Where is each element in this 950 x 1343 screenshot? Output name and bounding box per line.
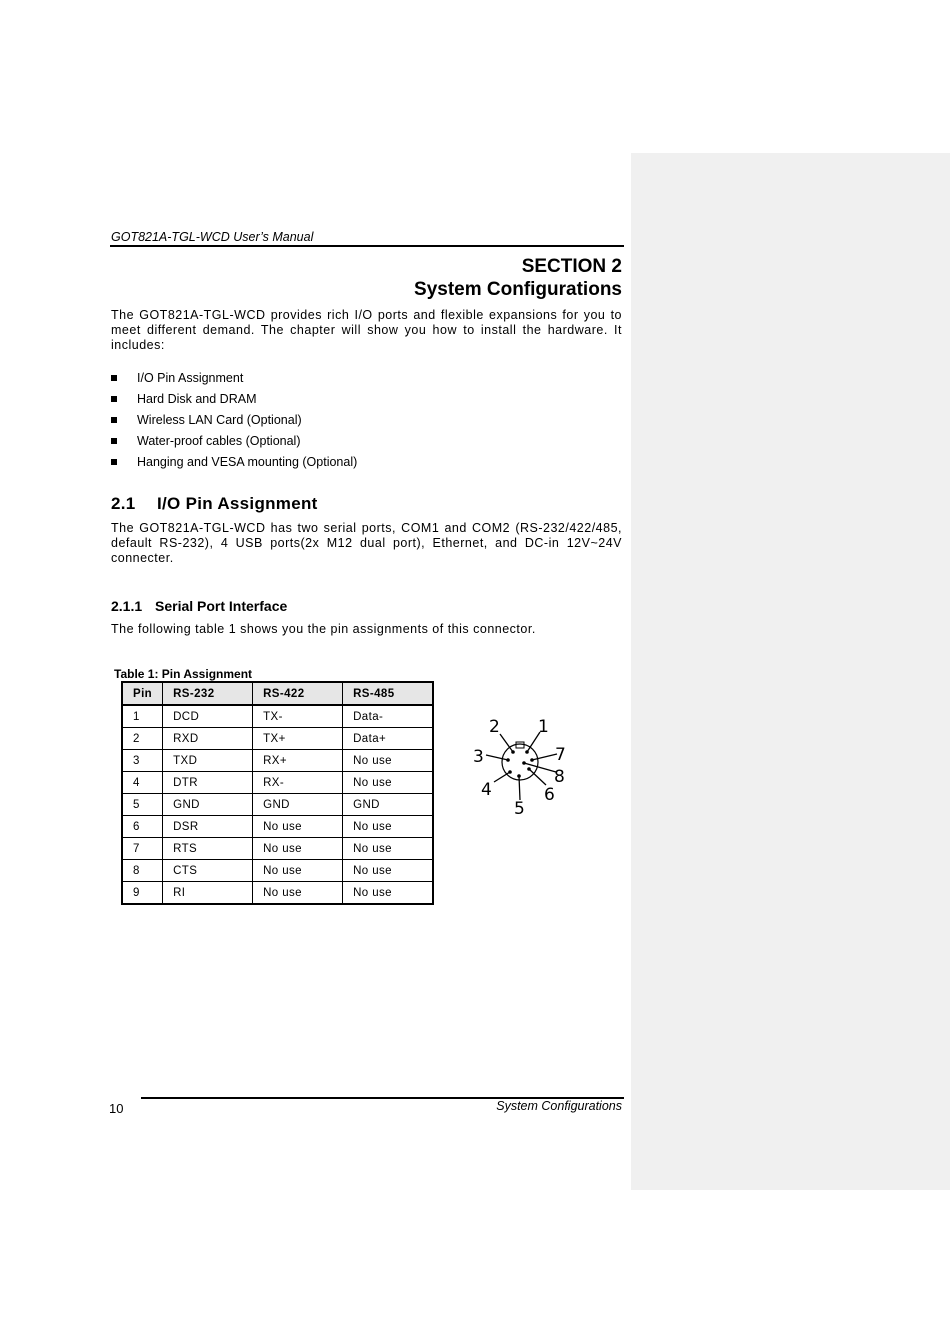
table-cell: 3 — [122, 750, 163, 772]
list-item-text: Hard Disk and DRAM — [137, 391, 257, 406]
heading-2-1-1 — [111, 598, 287, 614]
table-cell: Data- — [343, 705, 433, 728]
list-item-text: Hanging and VESA mounting (Optional) — [137, 454, 358, 469]
pin-label: 5 — [514, 799, 525, 816]
table-cell: 4 — [122, 772, 163, 794]
table-cell: DTR — [163, 772, 253, 794]
table-cell: DSR — [163, 816, 253, 838]
section-number: SECTION 2 — [521, 256, 622, 277]
footer-title: System Configurations — [496, 1099, 622, 1113]
table-row — [122, 794, 433, 816]
table-cell: No use — [253, 882, 343, 905]
table-row — [122, 705, 433, 728]
table-cell: RX- — [253, 772, 343, 794]
paragraph-2-1-1: The following table 1 shows you the pin assignments of this connector. — [111, 622, 536, 636]
list-item — [111, 409, 357, 430]
table-row — [122, 838, 433, 860]
feature-list — [111, 367, 357, 472]
table-cell: TX+ — [253, 728, 343, 750]
heading-2-1 — [111, 494, 318, 514]
comment-margin — [631, 153, 950, 1190]
header-rule — [110, 245, 624, 247]
pin-assignment-table — [121, 681, 434, 905]
table-cell: 8 — [122, 860, 163, 882]
table-cell: 9 — [122, 882, 163, 905]
column-header: RS-232 — [163, 682, 253, 705]
table-cell: GND — [343, 794, 433, 816]
table-cell: 2 — [122, 728, 163, 750]
running-header: GOT821A-TGL-WCD User’s Manual — [111, 230, 314, 244]
table-row — [122, 882, 433, 905]
bullet-icon — [111, 375, 117, 381]
pin-label: 8 — [554, 767, 565, 787]
table-cell: CTS — [163, 860, 253, 882]
column-header: Pin — [122, 682, 163, 705]
table-cell: RI — [163, 882, 253, 905]
table-cell: No use — [253, 816, 343, 838]
table-cell: TXD — [163, 750, 253, 772]
column-header: RS-485 — [343, 682, 433, 705]
bullet-icon — [111, 459, 117, 465]
heading-title: I/O Pin Assignment — [157, 494, 318, 513]
table-cell: TX- — [253, 705, 343, 728]
pin-label: 2 — [489, 717, 500, 737]
table-row — [122, 860, 433, 882]
paragraph-2-1: The GOT821A-TGL-WCD has two serial ports, COM1 and COM2 (RS-232/422/485, default RS-232), 4 USB ports(2x M12 dual port), Ethernet, and DC-in 12V~24V connecter. — [111, 521, 622, 565]
table-cell: 7 — [122, 838, 163, 860]
table-cell: No use — [343, 816, 433, 838]
table-header-row — [122, 682, 433, 705]
table-caption: Table 1: Pin Assignment — [114, 667, 253, 681]
table-cell: 5 — [122, 794, 163, 816]
table-cell: GND — [253, 794, 343, 816]
serial-connector-diagram — [468, 712, 572, 816]
table-row — [122, 772, 433, 794]
table-cell: DCD — [163, 705, 253, 728]
list-item-text: Wireless LAN Card (Optional) — [137, 412, 302, 427]
section-title: System Configurations — [414, 279, 622, 300]
list-item — [111, 367, 357, 388]
table-cell: No use — [343, 882, 433, 905]
table-cell: No use — [343, 860, 433, 882]
bullet-icon — [111, 396, 117, 402]
table-row — [122, 728, 433, 750]
page-number: 10 — [109, 1101, 124, 1116]
column-header: RS-422 — [253, 682, 343, 705]
table-cell: No use — [343, 772, 433, 794]
connector-key — [516, 742, 524, 748]
table-row — [122, 816, 433, 838]
table-cell: GND — [163, 794, 253, 816]
list-item-text: I/O Pin Assignment — [137, 370, 244, 385]
list-item — [111, 451, 357, 472]
table-row — [122, 750, 433, 772]
pin-label: 4 — [481, 780, 492, 800]
table-cell: 1 — [122, 705, 163, 728]
list-item — [111, 388, 357, 409]
list-item — [111, 430, 357, 451]
pin-label: 6 — [544, 785, 555, 805]
pin-label: 1 — [538, 717, 549, 737]
intro-paragraph: The GOT821A-TGL-WCD provides rich I/O ports and flexible expansions for you to meet different demand. The chapter will show you how to install the hardware. It includes: — [111, 308, 622, 352]
pin-label: 3 — [473, 747, 484, 767]
heading-number: 2.1.1 — [111, 598, 143, 614]
table-cell: No use — [343, 750, 433, 772]
heading-number: 2.1 — [111, 494, 136, 513]
table-cell: RTS — [163, 838, 253, 860]
table-cell: RX+ — [253, 750, 343, 772]
table-cell: Data+ — [343, 728, 433, 750]
table-cell: No use — [253, 860, 343, 882]
table-cell: No use — [253, 838, 343, 860]
heading-title: Serial Port Interface — [155, 598, 288, 614]
table-cell: No use — [343, 838, 433, 860]
bullet-icon — [111, 438, 117, 444]
table-cell: RXD — [163, 728, 253, 750]
pin-label: 7 — [555, 745, 566, 765]
bullet-icon — [111, 417, 117, 423]
table-cell: 6 — [122, 816, 163, 838]
list-item-text: Water-proof cables (Optional) — [137, 433, 301, 448]
